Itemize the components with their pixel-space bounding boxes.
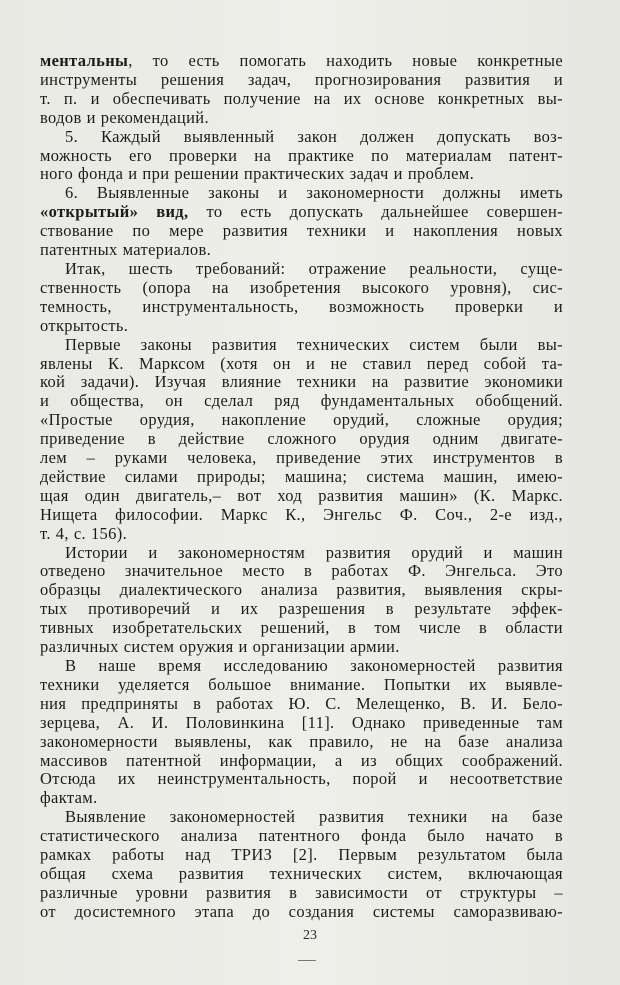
text-line: действие силами природы; машина; система машин, имею- [40, 467, 563, 486]
text-line: Отсюда их неинструментальность, порой и несоответствие [40, 770, 563, 789]
text-line: 6. Выявленные законы и закономерности должны иметь [65, 184, 563, 203]
text-line: отведено значительное место в работах Ф. Энгельса. Это [40, 562, 563, 581]
text-line: т. п. и обеспечивать получение на их основе конкретных вы- [40, 89, 563, 108]
text-line: кой задачи). Изучая влияние техники на развитие экономики [40, 373, 563, 392]
text-line: от досистемного этапа до создания системы саморазвиваю- [40, 902, 563, 921]
text-line: рамках работы над ТРИЗ [2]. Первым результатом была [40, 846, 563, 865]
text-line: В наше время исследованию закономерностей развития [65, 657, 563, 675]
text-line: различных систем оружия и организации армии. [40, 638, 400, 657]
text-line: Нищета философии. Маркс К., Энгельс Ф. Соч., 2-е изд., [40, 505, 563, 524]
text-line: зерцева, А. И. Половинкина [11]. Однако приведенные там [40, 713, 563, 732]
paragraph-1 [40, 52, 563, 128]
bold-term: «открытый» вид, [40, 203, 189, 222]
paragraph-4 [40, 260, 563, 336]
text-line: статистического анализа патентного фонда было начато в [40, 827, 563, 846]
text-line: т. 4, с. 156). [40, 524, 128, 543]
text-line: «открытый» вид, то есть допускать дальнейшее совершен- [40, 203, 563, 222]
text-line: фактам. [40, 789, 98, 808]
text-line: общая схема развития технических систем, включающая [40, 864, 563, 883]
text-line: закономерности выявлены, как правило, не на базе анализа [40, 732, 563, 751]
text-line: лем – руками человека, приведение этих инструментов в [40, 449, 563, 468]
bold-term: ментальны [40, 52, 129, 70]
page-body-text [40, 52, 563, 922]
text-line: 5. Каждый выявленный закон должен допускать воз- [65, 127, 563, 146]
text-line: можность его проверки на практике по материалам патент- [40, 146, 563, 165]
text-line: ментальны, то есть помогать находить новые конкретные [40, 52, 563, 70]
text-line: Истории и закономерностям развития орудий и машин [65, 543, 563, 562]
text-line: ственность (опора на изобретения высокого уровня), сис- [40, 278, 563, 297]
text-line: Итак, шесть требований: отражение реальности, суще- [65, 259, 563, 278]
text-line: техники уделяется большое внимание. Попытки их выявле- [40, 675, 563, 694]
text-line: ного фонда и при решении практических задач и проблем. [40, 165, 475, 184]
text-line: ствование по мере развития техники и накопления новых [40, 222, 563, 241]
page-number: 23 [303, 928, 317, 943]
text-line: тых противоречий и их разрешения в результате эффек- [40, 600, 563, 619]
text-line: «Простые орудия, накопление орудий, сложные орудия; [40, 411, 563, 430]
paragraph-2 [40, 128, 563, 185]
text-line: приведение в действие сложного орудия одним двигате- [40, 430, 563, 449]
text-line: и общества, он сделал ряд фундаментальных обобщений. [40, 392, 563, 411]
text-line: образцы диалектического анализа развития, выявления скры- [40, 581, 563, 600]
footer-rule [298, 960, 316, 961]
paragraph-7 [40, 657, 563, 808]
text-line: тивных изобретательских решений, в том числе в области [40, 619, 563, 638]
text-line: различные уровни развития в зависимости от структуры – [40, 883, 563, 902]
text-line: Первые законы развития технических систем были вы- [65, 335, 563, 354]
text-line: явлены К. Марксом (хотя он и не ставил перед собой та- [40, 354, 563, 373]
text-line: инструменты решения задач, прогнозирования развития и [40, 70, 563, 89]
text-line: Выявление закономерностей развития техники на базе [65, 808, 563, 827]
text-line: щая один двигатель,– вот ход развития машин» (К. Маркс. [40, 486, 563, 505]
text-line: массивов патентной информации, а из общих соображений. [40, 751, 563, 770]
text-line: ния предприняты в работах Ю. С. Мелещенко, В. И. Бело- [40, 694, 563, 713]
paragraph-5 [40, 336, 563, 544]
paragraph-6 [40, 544, 563, 657]
text-line: водов и рекомендаций. [40, 108, 209, 127]
text-line: темность, инструментальность, возможность проверки и [40, 297, 563, 316]
text-line: открытость. [40, 316, 129, 335]
paragraph-3 [40, 184, 563, 260]
text-line: патентных материалов. [40, 241, 212, 260]
paragraph-8 [40, 808, 563, 921]
